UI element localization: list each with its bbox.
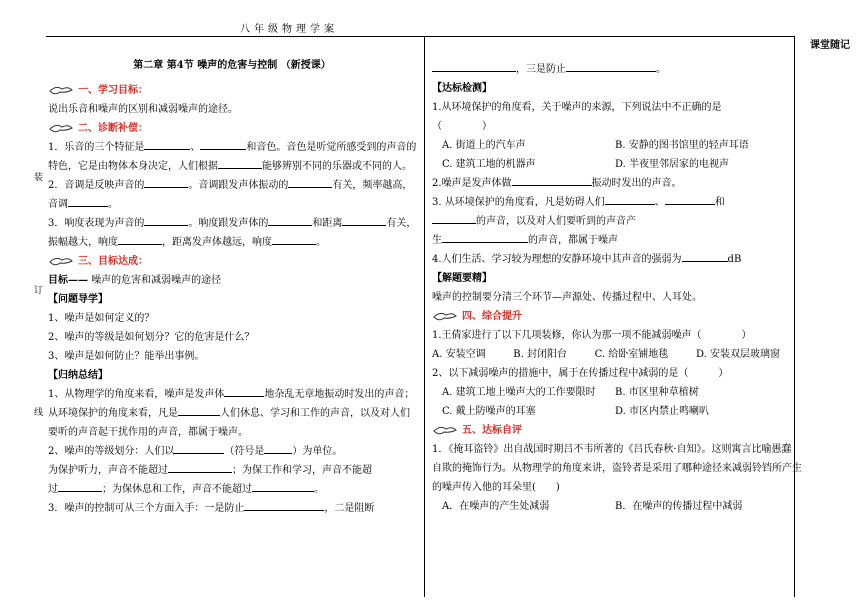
option[interactable]: A. 安装空调 [432, 349, 486, 360]
question: 自欺的掩饰行为。从物理学的角度来讲，盗铃者是采用了哪种途径来减弱铃铛所产生 [432, 463, 802, 474]
summary-line-cont: ，三是防止 。 [432, 60, 788, 79]
section-heading [432, 307, 788, 326]
guide-question: 1、噪声是如何定义的？ [48, 313, 155, 324]
question: 的噪声传入他的耳朵里( ) [432, 482, 560, 493]
sidebar-note: 课堂随记 [810, 40, 850, 51]
section-heading [432, 421, 788, 440]
answer-blank[interactable] [168, 461, 232, 473]
question-line: 2．音调是反映声音的 。音调跟发声体振动的 有关，频率越高， [48, 176, 416, 195]
answer-blank[interactable] [432, 212, 476, 224]
check-question: 的声音，以及对人们要听到的声音产 [432, 212, 788, 231]
option[interactable]: B. 市区里种草植树 [615, 387, 699, 398]
section-heading [48, 81, 416, 100]
answer-blank[interactable] [174, 442, 224, 454]
summary-line: 1、从物理学的角度来看，噪声是发声体 地杂乱无章地振动时发出的声音； [48, 385, 416, 404]
lesson-title: 第二章 第4节 噪声的危害与控制 （新授课） [133, 60, 331, 71]
column-divider [424, 37, 425, 597]
section-4-label: 四、综合提升 [462, 311, 522, 322]
summary-line: 要听的声音起干扰作用的声音，都属于噪声。 [48, 427, 248, 438]
check-question: 2.噪声是发声体做 振动时发出的声音。 [432, 174, 788, 193]
check-question: 3. 从环境保护的角度看，凡是妨碍人们 、 和 [432, 193, 788, 212]
answer-blank[interactable] [605, 193, 655, 205]
answer-blank[interactable] [665, 193, 715, 205]
answer-blank[interactable] [566, 60, 656, 72]
answer-blank[interactable] [58, 480, 102, 492]
answer-blank[interactable] [224, 385, 264, 397]
guide-question: 3、噪声是如何防止？能举出事例。 [48, 351, 205, 362]
section-heading [48, 119, 416, 138]
answer-blank[interactable] [244, 499, 324, 511]
target-line: 目标—— 噪声的危害和减弱噪声的途径 [48, 275, 222, 286]
question: 2、以下减弱噪声的措施中，属于在传播过程中减弱的是（ ） [432, 368, 729, 379]
learning-goal: 说出乐音和噪声的区别和减弱噪声的途径。 [48, 104, 238, 115]
question: 1.王倩家进行了以下几项装修，你认为那一项不能减弱噪声（ ） [432, 330, 752, 341]
option[interactable]: D. 安装双层玻璃窗 [695, 349, 780, 360]
section-2-label: 二、诊断补偿： [78, 123, 148, 134]
option[interactable]: A. 建筑工地上噪声大的工作要限时 [442, 387, 596, 398]
section-3-label: 三、目标达成： [78, 256, 148, 267]
options-row [432, 155, 788, 174]
answer-blank[interactable] [272, 233, 316, 245]
left-column [48, 56, 416, 518]
answer-blank[interactable] [268, 214, 312, 226]
options-row [432, 136, 788, 155]
options-row [432, 383, 788, 402]
answer-blank[interactable] [512, 174, 592, 186]
check-question: 4.人们生活、学习较为理想的安静环境中其声音的强弱为 dB [432, 250, 788, 269]
page-header: 八年级物理学案 [240, 24, 338, 35]
answer-blank[interactable] [252, 480, 314, 492]
option[interactable]: D. 半夜里邻居家的电视声 [615, 159, 730, 170]
answer-blank[interactable] [118, 233, 162, 245]
answer-blank[interactable] [218, 157, 262, 169]
check-question: 1.从环境保护的角度看，关于噪声的来源，下列说法中不正确的是 [432, 102, 722, 113]
bird-icon [432, 425, 458, 437]
bird-icon [48, 123, 74, 135]
option[interactable]: C. 建筑工地的机器声 [442, 159, 536, 170]
summary-heading: 【归纳总结】 [48, 370, 108, 381]
question-line: 音调 。 [48, 195, 416, 214]
option[interactable]: D. 市区内禁止鸣喇叭 [615, 406, 710, 417]
answer-blank[interactable] [68, 195, 108, 207]
answer-blank[interactable] [682, 250, 728, 262]
question: 1．《掩耳盗铃》出自战国时期吕不韦所著的《吕氏春秋·自知》。这则寓言比喻愚蠢 [432, 444, 792, 455]
check-question: 生 的声音，都属于噪声 [432, 231, 788, 250]
right-column [432, 60, 802, 516]
guide-heading: 【问题导学】 [48, 294, 108, 305]
option[interactable]: A. 街道上的汽车声 [442, 140, 526, 151]
answer-blank[interactable] [144, 176, 188, 188]
answer-blank[interactable] [144, 214, 188, 226]
section-heading [48, 252, 416, 271]
options-row [432, 497, 788, 516]
summary-line: 过 ；为保休息和工作，声音不能超过 。 [48, 480, 416, 499]
summary-line: 为保护听力，声音不能超过 ；为保工作和学习，声音不能超 [48, 461, 416, 480]
question-line: 特色，它是由物体本身决定，人们根据 能够辨别不同的乐器或不同的人。 [48, 157, 416, 176]
options-row [432, 345, 788, 364]
option[interactable]: C. 给卧室铺地毯 [594, 349, 669, 360]
bird-icon [48, 85, 74, 97]
summary-line: 从环境保护的角度来看，凡是 人们休息、学习和工作的声音，以及对人们 [48, 404, 416, 423]
binding-mark-xian: 线 [34, 408, 44, 418]
summary-line: 2、噪声的等级划分：人们以 （符号是 ）为单位。 [48, 442, 416, 461]
check-heading: 【达标检测】 [432, 83, 492, 94]
explain-heading: 【解题要精】 [432, 273, 492, 284]
question-line: 3．响度表现为声音的 。响度跟发声体的 和距离 有关， [48, 214, 416, 233]
section-5-label: 五、达标自评 [462, 425, 522, 436]
options-row [432, 402, 788, 421]
answer-blank[interactable] [342, 214, 386, 226]
answer-blank[interactable] [264, 442, 292, 454]
answer-blank[interactable] [442, 231, 528, 243]
answer-blank[interactable] [178, 404, 220, 416]
bird-icon [432, 311, 458, 323]
bird-icon [48, 256, 74, 268]
option[interactable]: A．在噪声的产生处减弱 [442, 501, 550, 512]
question-line: 振幅越大，响度 ，距离发声体越远，响度 。 [48, 233, 416, 252]
answer-blank[interactable] [432, 60, 516, 72]
question-line: 1．乐音的三个特征是 、 和音色。音色是听觉所感受到的声音的 [48, 138, 416, 157]
binding-mark-ding: 订 [34, 286, 44, 296]
answer-blank[interactable] [144, 138, 190, 150]
section-1-label: 一、学习目标： [78, 85, 148, 96]
explain-text: 噪声的控制要分清三个环节—声源处、传播过程中、人耳处。 [432, 292, 702, 303]
option[interactable]: C. 戴上防噪声的耳塞 [442, 406, 536, 417]
binding-mark-zhuang: 装 [34, 173, 44, 183]
check-paren: （ ） [432, 121, 492, 132]
answer-blank[interactable] [288, 176, 332, 188]
guide-question: 2、噪声的等级是如何划分？它的危害是什么？ [48, 332, 255, 343]
summary-line: 3．噪声的控制可从三个方面入手：一是防止 ，二是阻断 [48, 499, 416, 518]
option[interactable]: B．在噪声的传播过程中减弱 [615, 501, 743, 512]
option[interactable]: B. 封闭阳台 [513, 349, 567, 360]
answer-blank[interactable] [200, 138, 246, 150]
option[interactable]: B. 安静的图书馆里的轻声耳语 [615, 140, 749, 151]
